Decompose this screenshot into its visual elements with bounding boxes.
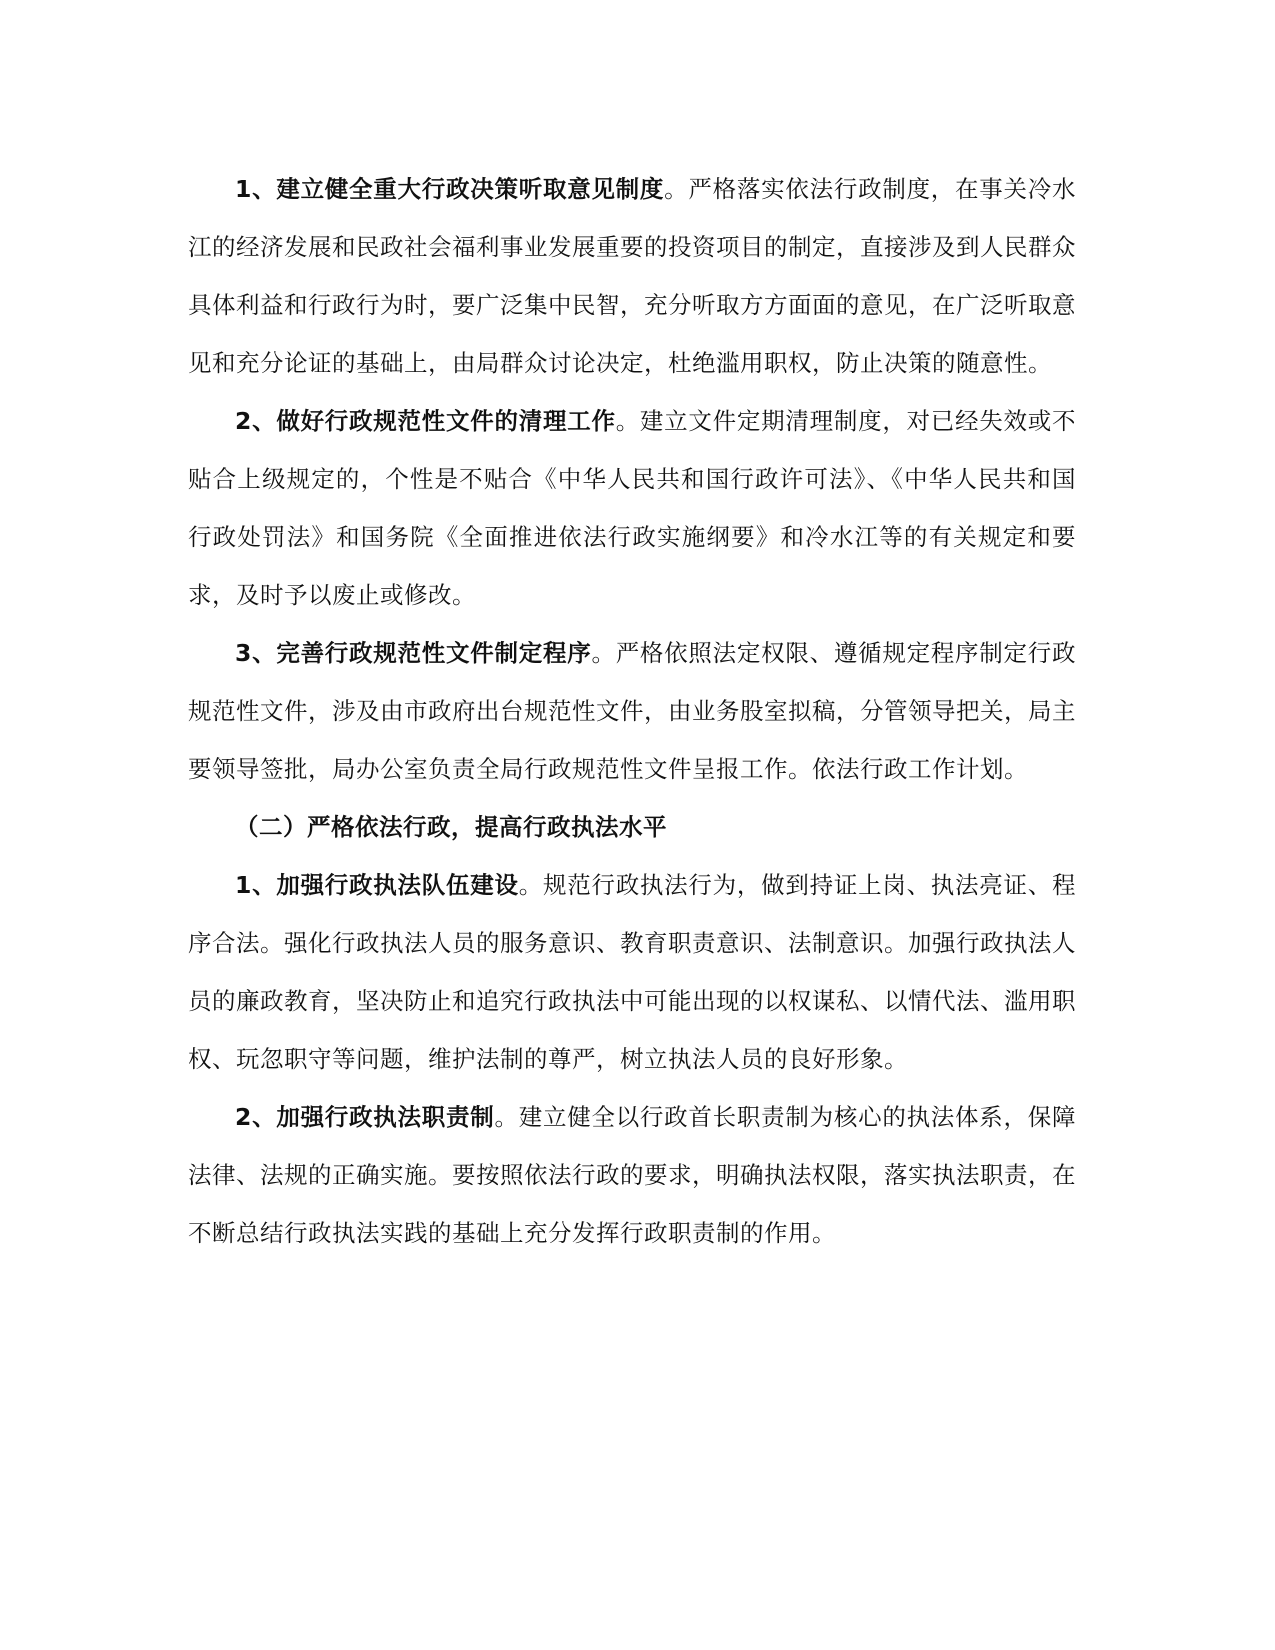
paragraph-3-lead: 3、完善行政规范性文件制定程序 [235, 639, 592, 667]
document-page [188, 160, 1076, 1262]
paragraph-1-lead: 1、建立健全重大行政决策听取意见制度 [235, 175, 665, 203]
paragraph-1-text: 。严格落实依法行政制度，在事关冷水江的经济发展和民政社会福利事业发展重要的投资项目的制定，直接涉及到人民群众具体利益和行政行为时，要广泛集中民智，充分听取方方面面的意见，在广泛听取意见和充分论证的基础上，由局群众讨论决定，杜绝滥用职权，防止决策的随意性。 [188, 175, 1077, 377]
paragraph-3-text: 。严格依照法定权限、遵循规定程序制定行政规范性文件，涉及由市政府出台规范性文件，由业务股室拟稿，分管领导把关，局主要领导签批，局办公室负责全局行政规范性文件呈报工作。依法行政工作计划。 [188, 639, 1077, 783]
paragraph-5-lead: 2、加强行政执法职责制 [235, 1103, 495, 1131]
paragraph-4 [188, 856, 1076, 1088]
section-heading: （二）严格依法行政，提高行政执法水平 [235, 813, 667, 841]
paragraph-1 [188, 160, 1076, 392]
paragraph-5-text: 。建立健全以行政首长职责制为核心的执法体系，保障法律、法规的正确实施。要按照依法行政的要求，明确执法权限，落实执法职责，在不断总结行政执法实践的基础上充分发挥行政职责制的作用。 [188, 1103, 1077, 1247]
paragraph-3 [188, 624, 1076, 798]
paragraph-2 [188, 392, 1076, 624]
paragraph-5 [188, 1088, 1076, 1262]
paragraph-4-text: 。规范行政执法行为，做到持证上岗、执法亮证、程序合法。强化行政执法人员的服务意识、教育职责意识、法制意识。加强行政执法人员的廉政教育，坚决防止和追究行政执法中可能出现的以权谋私、以情代法、滥用职权、玩忽职守等问题，维护法制的尊严，树立执法人员的良好形象。 [188, 871, 1077, 1073]
paragraph-2-text: 。建立文件定期清理制度，对已经失效或不贴合上级规定的，个性是不贴合《中华人民共和国行政许可法》、《中华人民共和国行政处罚法》和国务院《全面推进依法行政实施纲要》和冷水江等的有关规定和要求，及时予以废止或修改。 [188, 407, 1076, 609]
paragraph-4-lead: 1、加强行政执法队伍建设 [235, 871, 519, 899]
paragraph-2-lead: 2、做好行政规范性文件的清理工作 [235, 407, 616, 435]
